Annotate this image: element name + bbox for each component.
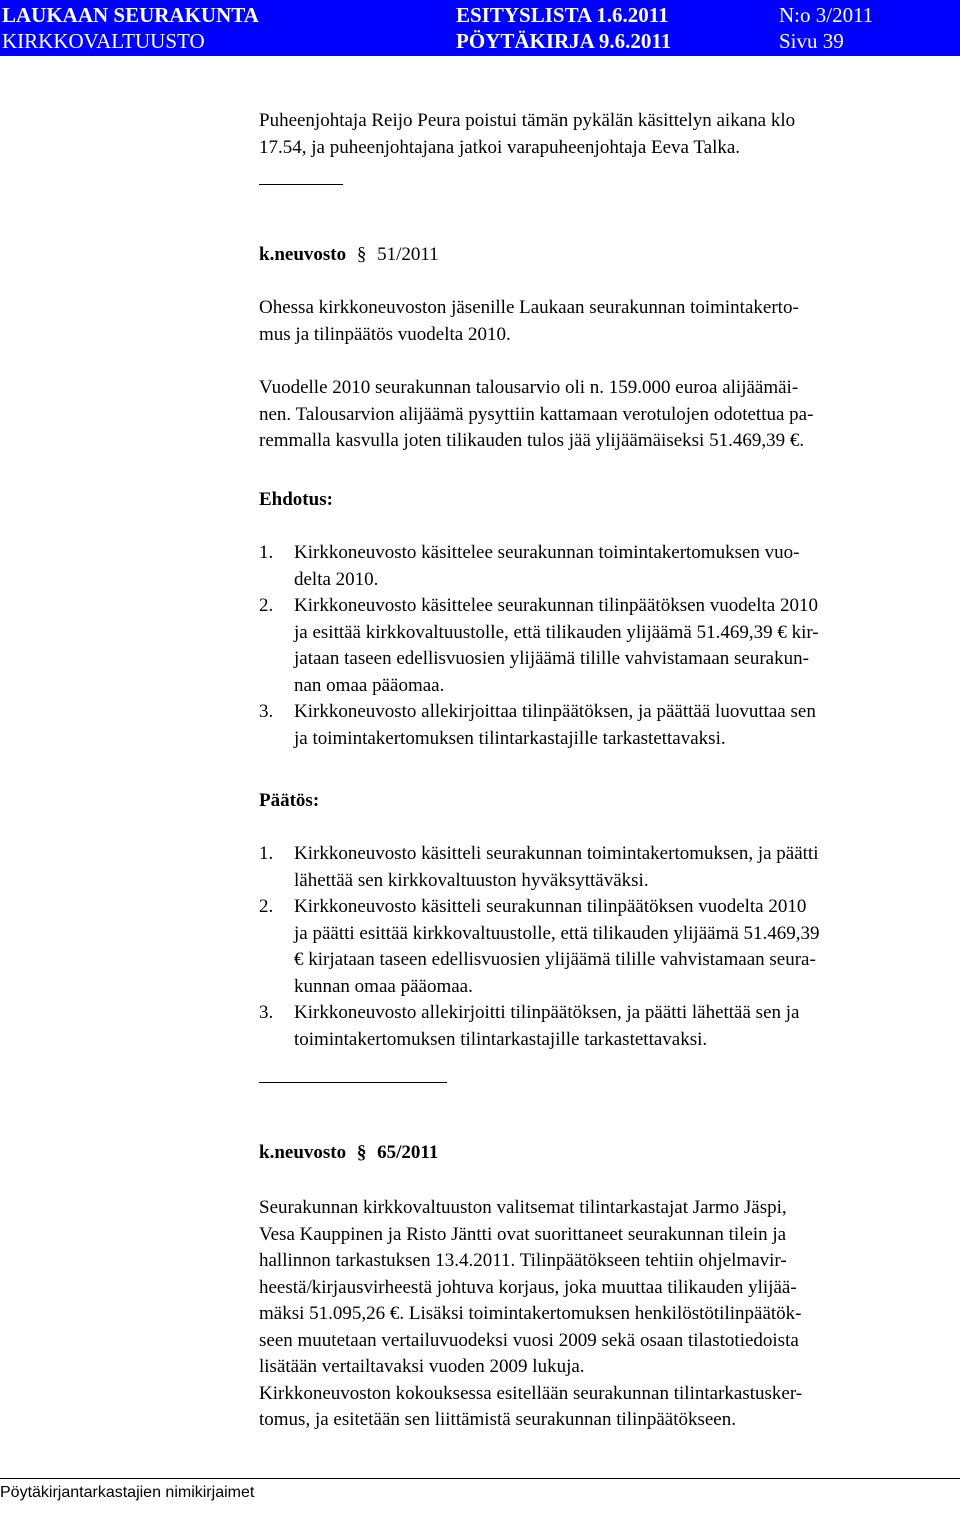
ref-number: 51/2011	[377, 244, 439, 265]
paragraph-line: Ohessa kirkkoneuvoston jäsenille Laukaan seurakunnan toimintakerto-	[259, 297, 799, 318]
item-number: 3.	[259, 701, 274, 722]
paragraph-budget	[259, 375, 949, 455]
list-item: 2. Kirkkoneuvosto käsittelee seurakunnan tilinpäätöksen vuodelta 2010 ja esittää kirkkovaltuustolle, että tilikauden ylijäämä 51.469,39 € kir- jataan taseen edellisvuosien ylijäämä tilille vahvistamaan seurakun- nan omaa pääomaa.	[259, 595, 819, 696]
list-item: 1. Kirkkoneuvosto käsitteli seurakunnan toimintakertomuksen, ja päätti lähettää sen kirkkovaltuuston hyväksyttäväksi.	[259, 843, 819, 891]
decision-list	[259, 841, 959, 1053]
list-item: 3. Kirkkoneuvosto allekirjoitti tilinpäätöksen, ja päätti lähettää sen ja toimintakertomuksen tilintarkastajille tarkastettavaksi.	[259, 1002, 800, 1050]
item-number: 3.	[259, 1002, 274, 1023]
paragraph-line: nen. Talousarvion alijäämä pysyttiin kattamaan verotulojen odotettua pa-	[259, 403, 814, 425]
paragraph-attachment	[259, 295, 949, 348]
footer-rule	[0, 1478, 960, 1479]
list-item: 2. Kirkkoneuvosto käsitteli seurakunnan tilinpäätöksen vuodelta 2010 ja päätti esittää kirkkovaltuustolle, että tilikauden ylijäämä 51.469,39 € kirjataan taseen edellisvuosien ylijäämä tilille vahvistamaan seura- kunnan omaa pääomaa.	[259, 896, 820, 997]
item-number: 2.	[259, 595, 274, 616]
document-header	[0, 0, 960, 56]
section-sign: §	[356, 244, 367, 265]
paragraph-line: remmalla kasvulla joten tilikauden tulos jää ylijäämäiseksi 51.469,39 €.	[259, 430, 805, 451]
reference-51	[259, 244, 439, 266]
section-sign: §	[356, 1142, 367, 1163]
header-org: LAUKAAN SEURAKUNTA	[2, 3, 259, 27]
item-number: 1.	[259, 542, 274, 563]
reference-65	[259, 1142, 438, 1164]
ref-prefix: k.neuvosto	[259, 1142, 347, 1163]
intro-line: Puheenjohtaja Reijo Peura poistui tämän pykälän käsittelyn aikana klo	[259, 110, 796, 131]
separator-line	[259, 1082, 447, 1083]
ref-number: 65/2011	[377, 1142, 439, 1163]
item-number: 2.	[259, 896, 274, 917]
header-agenda: ESITYSLISTA 1.6.2011	[456, 3, 669, 27]
list-item: 3. Kirkkoneuvosto allekirjoittaa tilinpäätöksen, ja päättää luovuttaa sen ja toimintakertomuksen tilintarkastajille tarkastettavaksi.	[259, 701, 816, 749]
intro-paragraph	[259, 108, 949, 161]
header-minutes: PÖYTÄKIRJA 9.6.2011	[456, 29, 672, 53]
item-number: 1.	[259, 843, 274, 864]
header-number: N:o 3/2011	[779, 3, 874, 27]
paragraph-line: mus ja tilinpäätös vuodelta 2010.	[259, 323, 511, 345]
separator-line	[259, 184, 343, 185]
decision-heading: Päätös:	[259, 790, 320, 811]
proposal-heading: Ehdotus:	[259, 489, 333, 510]
footer-text: Pöytäkirjantarkastajien nimikirjaimet	[0, 1484, 255, 1501]
paragraph-audit: Seurakunnan kirkkovaltuuston valitsemat tilintarkastajat Jarmo Jäspi, Vesa Kauppinen ja Risto Jäntti ovat suorittaneet seurakunnan tilein ja hallinnon tarkastuksen 13.4.2011. Tilinpäätökseen tehtiin ohjelmavir- heestä/kirjausvirheestä johtuva korjaus, joka muuttaa tilikauden ylijää- mäksi 51.095,26 €. Lisäksi toimintakertomuksen henkilöstötilinpäätök- seen muutetaan vertailuvuodeksi vuosi 2009 sekä osaan tilastotiedoista lisätään vertailtavaksi vuoden 2009 lukuja. Kirkkoneuvoston kokouksessa esitellään seurakunnan tilintarkastusker- tomus, ja esitetään sen liittämistä seurakunnan tilinpäätökseen.	[259, 1197, 803, 1430]
paragraph-line: Vuodelle 2010 seurakunnan talousarvio oli n. 159.000 euroa alijäämäi-	[259, 377, 799, 398]
ref-prefix: k.neuvosto	[259, 244, 347, 265]
header-page: Sivu 39	[779, 29, 844, 53]
list-item: 1. Kirkkoneuvosto käsittelee seurakunnan toimintakertomuksen vuo- delta 2010.	[259, 542, 800, 590]
proposal-list	[259, 540, 959, 752]
header-body: KIRKKOVALTUUSTO	[2, 29, 205, 53]
intro-line: 17.54, ja puheenjohtajana jatkoi varapuheenjohtaja Eeva Talka.	[259, 136, 741, 158]
